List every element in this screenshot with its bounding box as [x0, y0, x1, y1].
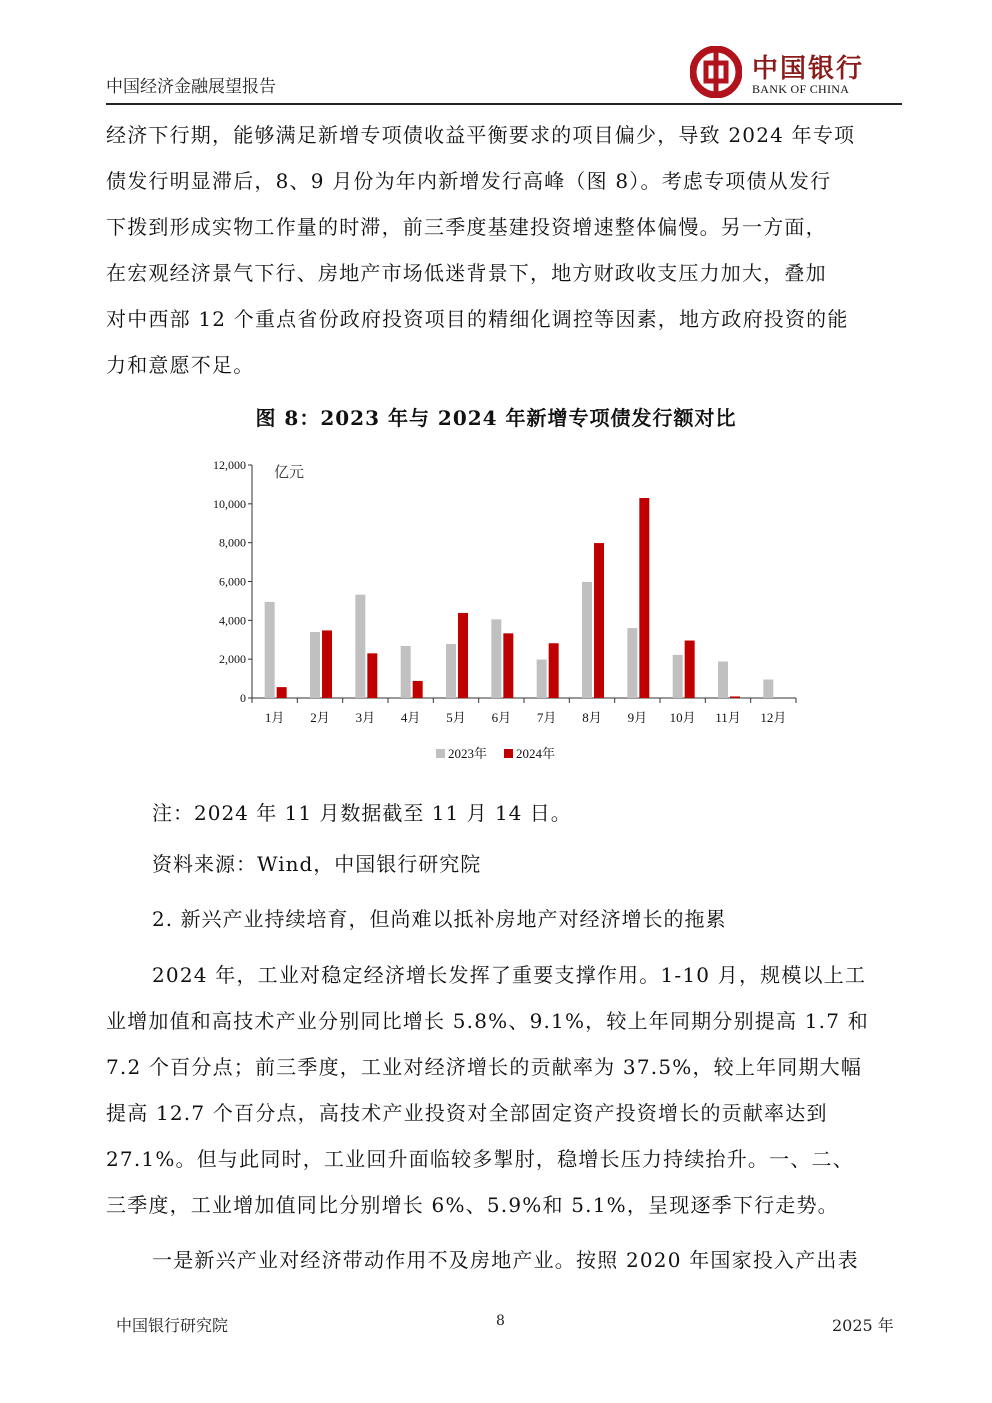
bar-2023年	[763, 680, 773, 698]
bar-2023年	[446, 644, 456, 698]
legend-label: 2024年	[516, 746, 556, 761]
x-tick-label: 11月	[715, 710, 741, 725]
x-tick-label: 5月	[446, 710, 466, 725]
bar-2023年	[401, 646, 411, 698]
paragraph-line: 提高 12.7 个百分点，高技术产业投资对全部固定资产投资增长的贡献率达到	[106, 1101, 828, 1125]
bar-2024年	[730, 696, 740, 698]
x-tick-label: 3月	[355, 710, 376, 725]
bar-2023年	[310, 632, 320, 698]
page-header	[106, 40, 902, 104]
bar-2023年	[627, 628, 637, 698]
y-tick-label: 8,000	[219, 535, 246, 550]
page-number: 8	[496, 1313, 505, 1329]
bar-2023年	[537, 660, 547, 698]
legend-label: 2023年	[448, 746, 488, 761]
legend-swatch	[436, 749, 445, 758]
paragraph-2	[106, 952, 902, 1228]
y-tick-label: 12,000	[213, 458, 246, 472]
figure-note: 注：2024 年 11 月数据截至 11 月 14 日。	[152, 801, 572, 825]
x-tick-label: 12月	[760, 710, 787, 725]
x-tick-label: 8月	[582, 710, 602, 725]
paragraph-line: 7.2 个百分点；前三季度，工业对经济增长的贡献率为 37.5%，较上年同期大幅	[106, 1055, 863, 1079]
bar-2023年	[718, 661, 728, 698]
paragraph-line: 业增加值和高技术产业分别同比增长 5.8%、9.1%，较上年同期分别提高 1.7 和	[106, 1009, 869, 1033]
paragraph-line: 在宏观经济景气下行、房地产市场低迷背景下，地方财政收支压力加大，叠加	[106, 261, 827, 285]
x-tick-label: 9月	[627, 710, 648, 725]
paragraph-line: 对中西部 12 个重点省份政府投资项目的精细化调控等因素，地方政府投资的能	[106, 307, 849, 331]
paragraph-1	[106, 112, 902, 388]
bar-2024年	[503, 633, 513, 698]
x-tick-label: 4月	[400, 710, 421, 725]
bar-2024年	[549, 643, 559, 698]
figure-title: 图 8：2023 年与 2024 年新增专项债发行额对比	[255, 406, 737, 430]
paragraph-line: 一是新兴产业对经济带动作用不及房地产业。按照 2020 年国家投入产出表	[152, 1248, 859, 1272]
x-tick-label: 7月	[536, 710, 557, 725]
bar-2023年	[355, 595, 365, 698]
paragraph-line: 经济下行期，能够满足新增专项债收益平衡要求的项目偏少，导致 2024 年专项	[106, 123, 856, 147]
bank-of-china-logo-icon	[690, 46, 742, 98]
paragraph-3	[106, 1237, 902, 1283]
x-tick-label: 10月	[669, 710, 696, 725]
figure-source: 资料来源：Wind，中国银行研究院	[152, 852, 482, 876]
footer-org: 中国银行研究院	[116, 1316, 229, 1335]
bar-2024年	[277, 687, 287, 698]
legend-swatch	[504, 749, 513, 758]
report-title: 中国经济金融展望报告	[106, 77, 276, 97]
x-tick-label: 6月	[491, 710, 512, 725]
y-tick-label: 0	[240, 691, 246, 705]
y-tick-label: 4,000	[219, 613, 246, 628]
bar-2023年	[582, 582, 592, 698]
bar-2023年	[265, 602, 275, 698]
y-unit-label: 亿元	[274, 463, 305, 481]
bar-2024年	[458, 613, 468, 698]
footer-year: 2025 年	[832, 1316, 894, 1335]
logo-english-text: BANK OF CHINA	[752, 82, 850, 96]
paragraph-line: 债发行明显滞后，8、9 月份为年内新增发行高峰（图 8）。考虑专项债从发行	[106, 169, 832, 193]
bar-2023年	[491, 619, 501, 698]
section-heading: 2. 新兴产业持续培育，但尚难以抵补房地产对经济增长的拖累	[152, 907, 727, 931]
paragraph-line: 下拨到形成实物工作量的时滞，前三季度基建投资增速整体偏慢。另一方面，	[106, 215, 827, 239]
y-tick-label: 6,000	[219, 574, 246, 589]
y-tick-label: 10,000	[213, 496, 246, 511]
bank-logo	[690, 44, 890, 100]
y-tick-label: 2,000	[219, 652, 246, 667]
bar-chart	[196, 448, 816, 778]
bar-2024年	[322, 630, 332, 698]
header-divider	[106, 103, 902, 105]
paragraph-line: 三季度，工业增加值同比分别增长 6%、5.9%和 5.1%，呈现逐季下行走势。	[106, 1193, 839, 1217]
bar-2024年	[685, 641, 695, 698]
logo-chinese-text: 中国银行	[752, 54, 865, 84]
bar-2024年	[367, 653, 377, 698]
bar-2023年	[673, 655, 683, 698]
x-tick-label: 1月	[264, 710, 285, 725]
bar-2024年	[639, 498, 649, 698]
bar-2024年	[413, 681, 423, 698]
paragraph-line: 力和意愿不足。	[106, 353, 255, 377]
bar-2024年	[594, 543, 604, 698]
paragraph-line: 27.1%。但与此同时，工业回升面临较多掣肘，稳增长压力持续抬升。一、二、	[106, 1147, 854, 1171]
paragraph-line: 2024 年，工业对稳定经济增长发挥了重要支撑作用。1-10 月，规模以上工	[152, 963, 867, 987]
x-tick-label: 2月	[310, 710, 330, 725]
